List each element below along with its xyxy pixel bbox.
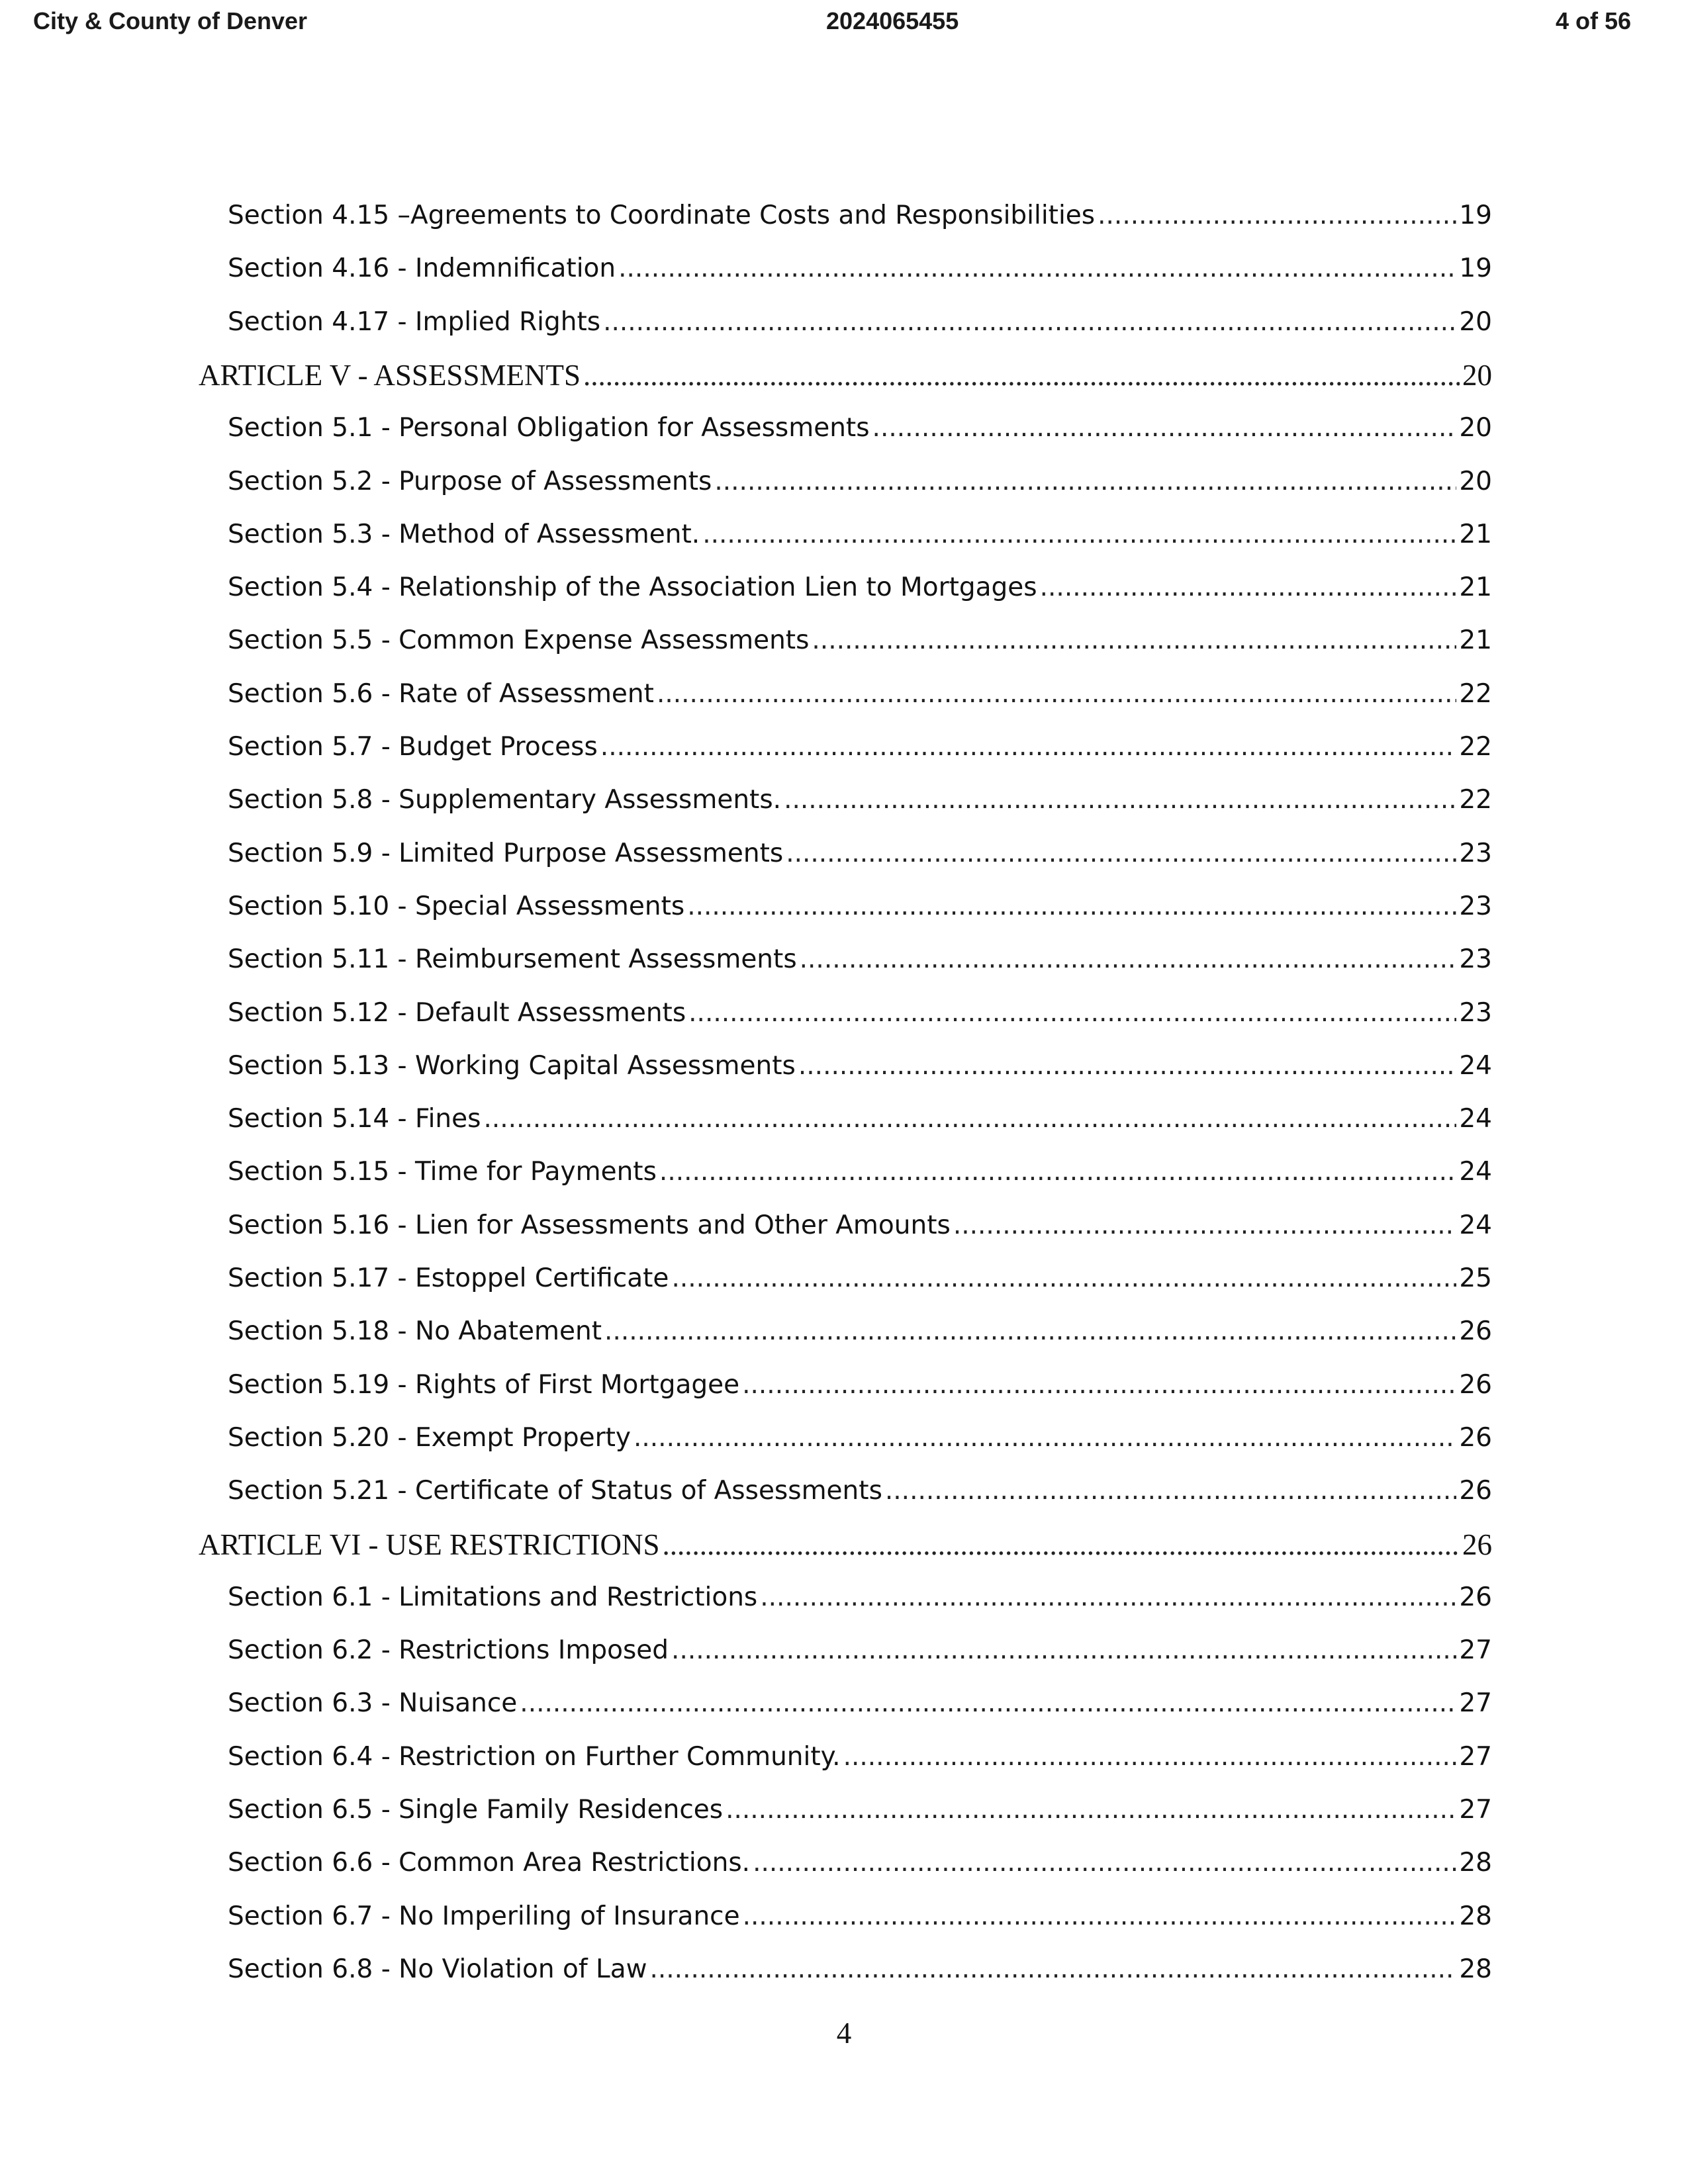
toc-entry-page: 27 xyxy=(1459,1795,1492,1825)
toc-dot-leader xyxy=(872,411,1457,445)
toc-entry-page: 21 xyxy=(1459,625,1492,656)
toc-entry-title: Section 5.3 - Method of Assessment. xyxy=(228,519,700,549)
toc-entry-page: 24 xyxy=(1459,1157,1492,1187)
toc-section-entry[interactable] xyxy=(228,1102,1492,1136)
toc-entry-title: Section 6.1 - Limitations and Restrictions xyxy=(228,1582,758,1612)
toc-entry-title: Section 6.7 - No Imperiling of Insurance xyxy=(228,1901,740,1931)
toc-dot-leader xyxy=(600,730,1457,764)
toc-entry-title: Section 6.3 - Nuisance xyxy=(228,1688,518,1719)
toc-entry-title: Section 5.16 - Lien for Assessments and Other Amounts xyxy=(228,1210,951,1240)
toc-entry-page: 26 xyxy=(1459,1316,1492,1347)
toc-entry-title: Section 5.17 - Estoppel Certificate xyxy=(228,1263,669,1293)
toc-entry-page: 27 xyxy=(1459,1688,1492,1719)
toc-section-entry[interactable] xyxy=(228,305,1492,340)
toc-entry-title: Section 6.6 - Common Area Restrictions. xyxy=(228,1848,751,1878)
toc-entry-title: Section 5.20 - Exempt Property xyxy=(228,1422,631,1453)
toc-entry-page: 26 xyxy=(1462,1527,1492,1561)
toc-dot-leader xyxy=(812,623,1456,658)
toc-entry-page: 23 xyxy=(1459,891,1492,921)
toc-dot-leader xyxy=(688,996,1456,1030)
toc-entry-title: Section 6.2 - Restrictions Imposed xyxy=(228,1635,669,1666)
toc-dot-leader xyxy=(885,1474,1456,1508)
toc-entry-page: 19 xyxy=(1459,253,1492,284)
toc-article-entry[interactable] xyxy=(199,1527,1492,1562)
toc-section-entry[interactable] xyxy=(228,1314,1492,1349)
toc-entry-page: 19 xyxy=(1459,201,1492,230)
toc-section-entry[interactable] xyxy=(228,1049,1492,1083)
toc-entry-page: 22 xyxy=(1459,785,1492,815)
toc-entry-page: 20 xyxy=(1459,466,1492,496)
toc-entry-page: 20 xyxy=(1459,413,1492,443)
header-jurisdiction: City & County of Denver xyxy=(33,7,308,34)
toc-entry-page: 24 xyxy=(1459,1104,1492,1134)
toc-dot-leader xyxy=(618,251,1456,286)
page-number: 4 xyxy=(836,2017,852,2050)
toc-dot-leader xyxy=(714,465,1456,499)
toc-dot-leader xyxy=(633,1421,1456,1455)
toc-entry-page: 24 xyxy=(1459,1210,1492,1240)
toc-dot-leader xyxy=(726,1793,1456,1827)
toc-dot-leader xyxy=(953,1208,1457,1243)
toc-entry-page: 28 xyxy=(1459,1954,1492,1984)
toc-entry-title: Section 5.14 - Fines xyxy=(228,1104,481,1134)
toc-section-entry[interactable] xyxy=(228,783,1492,817)
toc-entry-title: Section 5.1 - Personal Obligation for Assessments xyxy=(228,413,870,443)
toc-section-entry[interactable] xyxy=(228,1474,1492,1508)
toc-entry-page: 23 xyxy=(1459,838,1492,868)
toc-section-entry[interactable] xyxy=(228,1686,1492,1721)
toc-dot-leader xyxy=(742,1368,1456,1402)
toc-section-entry[interactable] xyxy=(228,1899,1492,1934)
toc-section-entry[interactable] xyxy=(228,730,1492,764)
toc-dot-leader xyxy=(743,1899,1457,1934)
toc-entry-title: Section 4.15 –Agreements to Coordinate Costs and Responsibilities xyxy=(228,201,1096,230)
toc-section-entry[interactable] xyxy=(228,942,1492,977)
toc-dot-leader xyxy=(784,783,1456,817)
toc-dot-leader xyxy=(671,1261,1456,1296)
toc-section-entry[interactable] xyxy=(228,1155,1492,1189)
toc-dot-leader xyxy=(659,1155,1456,1189)
toc-entry-title: Section 5.7 - Budget Process xyxy=(228,732,598,762)
toc-entry-title: Section 5.9 - Limited Purpose Assessments xyxy=(228,838,784,868)
toc-entry-title: Section 5.10 - Special Assessments xyxy=(228,891,685,921)
toc-section-entry[interactable] xyxy=(228,199,1492,233)
toc-section-entry[interactable] xyxy=(228,411,1492,445)
toc-section-entry[interactable] xyxy=(228,996,1492,1030)
toc-dot-leader xyxy=(800,942,1457,977)
toc-section-entry[interactable] xyxy=(228,251,1492,286)
toc-entry-title: Section 5.18 - No Abatement xyxy=(228,1316,602,1347)
toc-dot-leader xyxy=(583,358,1460,392)
toc-dot-leader xyxy=(760,1580,1456,1615)
toc-dot-leader xyxy=(1040,570,1457,605)
toc-entry-title: Section 5.12 - Default Assessments xyxy=(228,997,686,1028)
toc-entry-title: Section 4.17 - Implied Rights xyxy=(228,306,601,337)
toc-entry-title: Section 5.5 - Common Expense Assessments xyxy=(228,625,810,656)
toc-dot-leader xyxy=(798,1049,1456,1083)
toc-entry-page: 24 xyxy=(1459,1050,1492,1081)
toc-dot-leader xyxy=(671,1633,1456,1668)
toc-article-entry[interactable] xyxy=(199,358,1492,392)
toc-entry-page: 26 xyxy=(1459,1422,1492,1453)
toc-entry-page: 25 xyxy=(1459,1263,1492,1293)
toc-dot-leader xyxy=(657,677,1456,711)
toc-section-entry[interactable] xyxy=(228,518,1492,552)
toc-dot-leader xyxy=(483,1102,1456,1136)
toc-dot-leader xyxy=(753,1846,1456,1880)
toc-section-entry[interactable] xyxy=(228,889,1492,924)
toc-entry-title: Section 6.8 - No Violation of Law xyxy=(228,1954,647,1984)
toc-entry-title: Section 5.21 - Certificate of Status of Assessments xyxy=(228,1476,882,1506)
toc-section-entry[interactable] xyxy=(228,1261,1492,1296)
toc-section-entry[interactable] xyxy=(228,1846,1492,1880)
toc-section-entry[interactable] xyxy=(228,1952,1492,1987)
toc-entry-title: Section 6.5 - Single Family Residences xyxy=(228,1795,724,1825)
toc-section-entry[interactable] xyxy=(228,677,1492,711)
toc-dot-leader xyxy=(603,305,1456,340)
toc-dot-leader xyxy=(702,518,1456,552)
toc-dot-leader xyxy=(604,1314,1456,1349)
toc-dot-leader xyxy=(687,889,1456,924)
toc-dot-leader xyxy=(1098,199,1456,233)
toc-entry-page: 22 xyxy=(1459,732,1492,762)
toc-entry-page: 27 xyxy=(1459,1741,1492,1772)
toc-entry-title: Section 5.8 - Supplementary Assessments. xyxy=(228,785,782,815)
toc-entry-title: Section 5.13 - Working Capital Assessments xyxy=(228,1050,796,1081)
toc-section-entry[interactable] xyxy=(228,1633,1492,1668)
toc-entry-title: Section 5.4 - Relationship of the Association Lien to Mortgages xyxy=(228,572,1037,603)
toc-section-entry[interactable] xyxy=(228,1793,1492,1827)
toc-entry-title: Section 5.15 - Time for Payments xyxy=(228,1157,657,1187)
toc-entry-page: 21 xyxy=(1459,519,1492,549)
toc-section-entry[interactable] xyxy=(228,837,1492,871)
header-page-count: 4 of 56 xyxy=(1555,7,1631,34)
toc-entry-page: 26 xyxy=(1459,1582,1492,1612)
toc-entry-page: 23 xyxy=(1459,944,1492,975)
toc-section-entry[interactable] xyxy=(228,1421,1492,1455)
toc-section-entry[interactable] xyxy=(228,1368,1492,1402)
header-document-number: 2024065455 xyxy=(826,7,959,34)
toc-entry-title: Section 5.2 - Purpose of Assessments xyxy=(228,466,712,496)
toc-entry-title: Section 5.6 - Rate of Assessment xyxy=(228,678,654,709)
toc-dot-leader xyxy=(662,1527,1460,1562)
toc-section-entry[interactable] xyxy=(228,570,1492,605)
toc-section-entry[interactable] xyxy=(228,1740,1492,1774)
toc-entry-page: 26 xyxy=(1459,1476,1492,1506)
toc-entry-title: ARTICLE VI - USE RESTRICTIONS xyxy=(199,1527,660,1561)
toc-section-entry[interactable] xyxy=(228,1580,1492,1615)
toc-dot-leader xyxy=(520,1686,1456,1721)
toc-section-entry[interactable] xyxy=(228,465,1492,499)
toc-entry-title: Section 4.16 - Indemnification xyxy=(228,253,616,284)
toc-entry-title: ARTICLE V - ASSESSMENTS xyxy=(199,358,581,392)
toc-section-entry[interactable] xyxy=(228,623,1492,658)
toc-entry-page: 23 xyxy=(1459,997,1492,1028)
toc-section-entry[interactable] xyxy=(228,1208,1492,1243)
toc-entry-title: Section 5.11 - Reimbursement Assessments xyxy=(228,944,797,975)
toc-dot-leader xyxy=(649,1952,1456,1987)
toc-dot-leader xyxy=(843,1740,1457,1774)
toc-dot-leader xyxy=(786,837,1456,871)
toc-entry-page: 21 xyxy=(1459,572,1492,603)
toc-entry-page: 27 xyxy=(1459,1635,1492,1666)
toc-entry-page: 26 xyxy=(1459,1369,1492,1400)
toc-entry-title: Section 5.19 - Rights of First Mortgagee xyxy=(228,1369,740,1400)
toc-entry-page: 22 xyxy=(1459,678,1492,709)
toc-entry-title: Section 6.4 - Restriction on Further Community. xyxy=(228,1741,841,1772)
toc-entry-page: 20 xyxy=(1459,306,1492,337)
toc-entry-page: 28 xyxy=(1459,1901,1492,1931)
toc-entry-page: 28 xyxy=(1459,1848,1492,1878)
toc-entry-page: 20 xyxy=(1462,358,1492,392)
